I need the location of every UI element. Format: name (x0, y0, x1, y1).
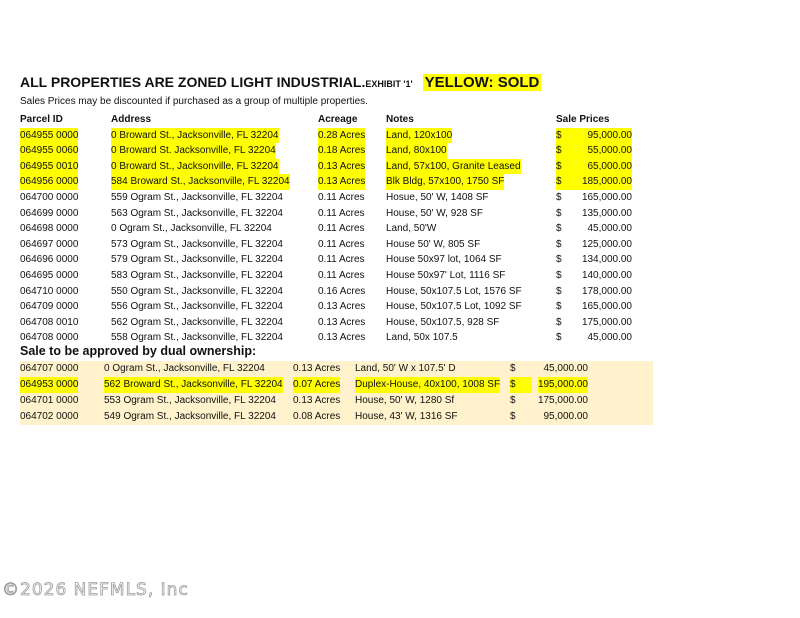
acreage: 0.11 Acres (318, 223, 365, 235)
parcel-id: 064709 0000 (20, 301, 79, 313)
notes: House 50x97' Lot, 1116 SF (386, 269, 506, 281)
currency-symbol: $ (556, 191, 562, 203)
currency-symbol: $ (556, 238, 562, 250)
table-row (20, 159, 640, 175)
notes: House, 50x107.5, 928 SF (386, 316, 500, 328)
zoning-title: ALL PROPERTIES ARE ZONED LIGHT INDUSTRIAL. (20, 74, 366, 90)
table-row (20, 174, 640, 190)
table-header-row (20, 112, 640, 128)
dual-ownership-heading: Sale to be approved by dual ownership: (20, 344, 257, 358)
address: 553 Ogram St., Jacksonville, FL 32204 (104, 395, 276, 406)
address: 584 Broward St., Jacksonville, FL 32204 (111, 174, 290, 190)
acreage: 0.28 Acres (318, 128, 365, 144)
notes: Land, 120x100 (386, 128, 452, 144)
header-address: Address (111, 114, 152, 125)
table-row (20, 252, 640, 268)
sale-price: 45,000.00 (543, 363, 588, 374)
notes: Hosue, 50' W, 1408 SF (386, 191, 489, 203)
notes: Land, 50x 107.5 (386, 332, 458, 344)
parcel-id: 064701 0000 (20, 395, 79, 406)
parcel-id: 064700 0000 (20, 191, 79, 203)
dual-ownership-table (20, 361, 653, 425)
currency-symbol: $ (556, 285, 562, 297)
acreage: 0.13 Acres (318, 174, 365, 190)
address: 550 Ogram St., Jacksonville, FL 32204 (111, 285, 283, 297)
sale-price: 95,000.00 (543, 411, 588, 422)
currency-symbol: $ (556, 254, 562, 266)
acreage: 0.11 Acres (318, 269, 365, 281)
page-title (20, 74, 541, 91)
parcel-id: 064702 0000 (20, 411, 79, 422)
sale-price: 195,000.00 (538, 377, 588, 393)
sale-price: 185,000.00 (582, 174, 632, 190)
parcel-id: 064955 0010 (20, 159, 78, 175)
notes: House 50x97 lot, 1064 SF (386, 254, 502, 266)
sale-price: 135,000.00 (581, 207, 632, 219)
parcel-id: 064710 0000 (20, 285, 79, 297)
address: 0 Ogram St., Jacksonville, FL 32204 (104, 363, 265, 374)
address: 562 Ogram St., Jacksonville, FL 32204 (111, 316, 283, 328)
sale-price: 175,000.00 (581, 316, 632, 328)
notes: House, 50' W, 928 SF (386, 207, 483, 219)
currency-symbol: $ (556, 159, 632, 175)
sale-price: 45,000.00 (587, 223, 632, 235)
acreage: 0.11 Acres (318, 238, 365, 250)
currency-symbol: $ (556, 207, 562, 219)
header-notes: Notes (386, 114, 414, 125)
currency-symbol: $ (510, 377, 532, 393)
address: 0 Broward St. Jacksonville, FL 32204 (111, 143, 276, 159)
notes: Blk Bldg, 57x100, 1750 SF (386, 174, 504, 190)
sale-price: 65,000.00 (588, 159, 633, 175)
parcel-id: 064955 0000 (20, 128, 78, 144)
properties-rows (20, 128, 640, 346)
acreage: 0.07 Acres (293, 377, 340, 393)
address: 549 Ogram St., Jacksonville, FL 32204 (104, 411, 276, 422)
header-acreage: Acreage (318, 114, 358, 125)
acreage: 0.13 Acres (318, 332, 366, 344)
notes: House, 50x107.5 Lot, 1092 SF (386, 301, 522, 313)
acreage: 0.18 Acres (318, 143, 365, 159)
address: 562 Broward St., Jacksonville, FL 32204 (104, 377, 283, 393)
table-row (20, 221, 640, 237)
address: 556 Ogram St., Jacksonville, FL 32204 (111, 301, 283, 313)
parcel-id: 064707 0000 (20, 363, 79, 374)
parcel-id: 064708 0000 (20, 332, 79, 344)
parcel-id: 064695 0000 (20, 269, 79, 281)
notes: House, 43' W, 1316 SF (355, 411, 458, 422)
parcel-id: 064708 0010 (20, 316, 79, 328)
parcel-id: 064955 0060 (20, 143, 78, 159)
sale-price: 175,000.00 (537, 395, 588, 406)
table-row (20, 237, 640, 253)
acreage: 0.13 Acres (318, 159, 365, 175)
dual-ownership-rows (20, 361, 653, 425)
notes: Land, 57x100, Granite Leased (386, 159, 521, 175)
sale-price: 125,000.00 (581, 238, 632, 250)
currency-symbol: $ (556, 301, 562, 313)
table-row (20, 377, 653, 393)
address: 558 Ogram St., Jacksonville, FL 32204 (111, 332, 283, 344)
address: 559 Ogram St., Jacksonville, FL 32204 (111, 191, 283, 203)
sale-price: 134,000.00 (581, 254, 632, 266)
address: 0 Broward St., Jacksonville, FL 32204 (111, 128, 279, 144)
notes: House 50' W, 805 SF (386, 238, 481, 250)
currency-symbol: $ (556, 223, 562, 235)
currency-symbol: $ (510, 363, 516, 374)
sale-price: 55,000.00 (588, 143, 633, 159)
address: 583 Ogram St., Jacksonville, FL 32204 (111, 269, 283, 281)
parcel-id: 064699 0000 (20, 207, 79, 219)
acreage: 0.13 Acres (318, 301, 366, 313)
parcel-id: 064956 0000 (20, 174, 78, 190)
acreage: 0.13 Acres (293, 363, 341, 374)
table-row (20, 393, 653, 409)
parcel-id: 064696 0000 (20, 254, 79, 266)
address: 563 Ogram St., Jacksonville, FL 32204 (111, 207, 283, 219)
sold-legend: YELLOW: SOLD (424, 74, 540, 91)
sale-price: 140,000.00 (581, 269, 632, 281)
sale-price: 165,000.00 (581, 301, 632, 313)
acreage: 0.08 Acres (293, 411, 341, 422)
table-row (20, 128, 640, 144)
sale-price: 165,000.00 (581, 191, 632, 203)
currency-symbol: $ (510, 395, 516, 406)
table-row (20, 268, 640, 284)
table-row (20, 299, 640, 315)
currency-symbol: $ (556, 332, 562, 344)
exhibit-label: EXHIBIT '1' (365, 79, 413, 89)
notes: Land, 50' W x 107.5' D (355, 363, 456, 374)
properties-table (20, 112, 640, 346)
address: 573 Ogram St., Jacksonville, FL 32204 (111, 238, 283, 250)
currency-symbol: $ (556, 316, 562, 328)
acreage: 0.13 Acres (318, 316, 366, 328)
currency-symbol: $ (556, 269, 562, 281)
acreage: 0.16 Acres (318, 285, 366, 297)
acreage: 0.11 Acres (318, 191, 365, 203)
table-row (20, 315, 640, 331)
table-row (20, 190, 640, 206)
sale-price: 95,000.00 (588, 128, 633, 144)
notes: House, 50x107.5 Lot, 1576 SF (386, 285, 522, 297)
currency-symbol: $ (556, 143, 632, 159)
parcel-id: 064953 0000 (20, 377, 78, 393)
table-row (20, 284, 640, 300)
address: 0 Ogram St., Jacksonville, FL 32204 (111, 223, 272, 235)
currency-symbol: $ (556, 128, 632, 144)
notes: Land, 80x100 (386, 143, 447, 159)
currency-symbol: $ (556, 174, 632, 190)
notes: Land, 50'W (386, 223, 437, 235)
table-row (20, 361, 653, 377)
copyright-watermark: ©2026 NEFMLS, Inc (2, 580, 189, 600)
sale-price: 45,000.00 (587, 332, 632, 344)
table-row (20, 143, 640, 159)
parcel-id: 064698 0000 (20, 223, 79, 235)
sale-price: 178,000.00 (581, 285, 632, 297)
acreage: 0.11 Acres (318, 254, 365, 266)
header-parcel-id: Parcel ID (20, 114, 63, 125)
acreage: 0.13 Acres (293, 395, 341, 406)
notes: Duplex-House, 40x100, 1008 SF (355, 377, 500, 393)
header-sale-prices: Sale Prices (556, 114, 610, 125)
parcel-id: 064697 0000 (20, 238, 79, 250)
currency-symbol: $ (510, 411, 516, 422)
table-row (20, 409, 653, 425)
table-row (20, 206, 640, 222)
address: 0 Broward St., Jacksonville, FL 32204 (111, 159, 279, 175)
address: 579 Ogram St., Jacksonville, FL 32204 (111, 254, 283, 266)
notes: House, 50' W, 1280 Sf (355, 395, 455, 406)
acreage: 0.11 Acres (318, 207, 365, 219)
discount-note: Sales Prices may be discounted if purchased as a group of multiple properties. (20, 96, 368, 107)
